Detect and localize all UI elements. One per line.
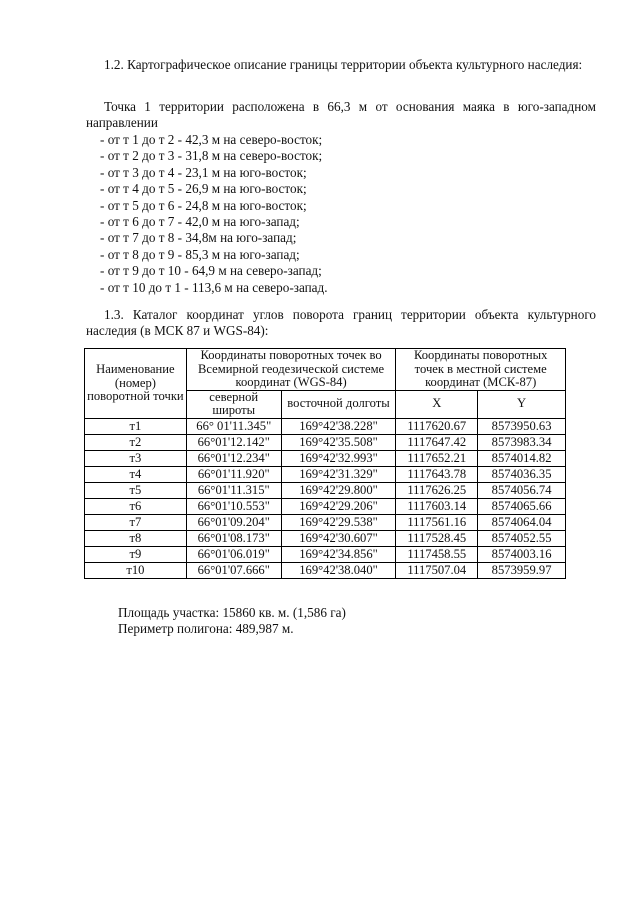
coord-y: 8574052.55 (478, 530, 566, 546)
latitude: 66°01'09.204" (186, 514, 281, 530)
coord-y: 8574014.82 (478, 450, 566, 466)
header-y: Y (478, 390, 566, 418)
segment-item: - от т 5 до т 6 - 24,8 м на юго-восток; (100, 197, 307, 213)
table-row (85, 450, 566, 466)
coord-y: 8574036.35 (478, 466, 566, 482)
segment-item: - от т 4 до т 5 - 26,9 м на юго-восток; (100, 181, 307, 197)
header-longitude: восточной долготы (281, 390, 396, 418)
point-name: т7 (85, 514, 187, 530)
latitude: 66°01'08.173" (186, 530, 281, 546)
coord-y: 8573950.63 (478, 418, 566, 434)
longitude: 169°42'31.329" (281, 466, 396, 482)
coord-y: 8574065.66 (478, 498, 566, 514)
segment-item: - от т 10 до т 1 - 113,6 м на северо-запад. (100, 279, 328, 295)
latitude: 66°01'11.920" (186, 466, 281, 482)
table-row (85, 434, 566, 450)
point-name: т9 (85, 546, 187, 562)
latitude: 66°01'10.553" (186, 498, 281, 514)
longitude: 169°42'29.206" (281, 498, 396, 514)
table-row (85, 482, 566, 498)
area-text: Площадь участка: 15860 кв. м. (1,586 га) (118, 605, 346, 620)
table-row (85, 562, 566, 578)
coord-x: 1117458.55 (396, 546, 478, 562)
boundary-segments-list (100, 132, 328, 296)
table-row (85, 514, 566, 530)
latitude: 66°01'12.142" (186, 434, 281, 450)
longitude: 169°42'35.508" (281, 434, 396, 450)
coord-x: 1117643.78 (396, 466, 478, 482)
perimeter-text: Периметр полигона: 489,987 м. (118, 621, 294, 636)
point-name: т10 (85, 562, 187, 578)
table-row (85, 546, 566, 562)
segment-item: - от т 9 до т 10 - 64,9 м на северо-запад; (100, 263, 322, 279)
coord-y: 8574056.74 (478, 482, 566, 498)
coord-x: 1117626.25 (396, 482, 478, 498)
segment-item: - от т 3 до т 4 - 23,1 м на юго-восток; (100, 164, 307, 180)
latitude: 66°01'11.315" (186, 482, 281, 498)
coord-x: 1117620.67 (396, 418, 478, 434)
latitude: 66°01'12.234" (186, 450, 281, 466)
section-1-2-heading: 1.2. Картографическое описание границы территории объекта культурного наследия: (104, 57, 583, 72)
coord-x: 1117561.16 (396, 514, 478, 530)
coordinates-table (84, 348, 566, 579)
table-row (85, 530, 566, 546)
longitude: 169°42'29.538" (281, 514, 396, 530)
coord-x: 1117507.04 (396, 562, 478, 578)
longitude: 169°42'38.228" (281, 418, 396, 434)
coord-y: 8574064.04 (478, 514, 566, 530)
header-point-name: Наименование (номер) поворотной точки (85, 349, 187, 419)
table-row (85, 418, 566, 434)
point-name: т2 (85, 434, 187, 450)
header-latitude: северной широты (186, 390, 281, 418)
point-name: т4 (85, 466, 187, 482)
section-1-3-heading: 1.3. Каталог координат углов поворота границ территории объекта культурного наследия (в МСК 87 и WGS-84): (86, 307, 596, 338)
longitude: 169°42'34.856" (281, 546, 396, 562)
coord-y: 8573959.97 (478, 562, 566, 578)
point-1-description: Точка 1 территории расположена в 66,3 м от основания маяка в юго-западном направлении (86, 99, 596, 130)
header-wgs84: Координаты поворотных точек во Всемирной геодезической системе координат (WGS-84) (186, 349, 396, 391)
point-name: т5 (85, 482, 187, 498)
coord-y: 8574003.16 (478, 546, 566, 562)
latitude: 66°01'06.019" (186, 546, 281, 562)
segment-item: - от т 8 до т 9 - 85,3 м на юго-запад; (100, 246, 300, 262)
segment-item: - от т 2 до т 3 - 31,8 м на северо-восток; (100, 148, 323, 164)
longitude: 169°42'38.040" (281, 562, 396, 578)
coord-x: 1117528.45 (396, 530, 478, 546)
coord-y: 8573983.34 (478, 434, 566, 450)
table-row (85, 466, 566, 482)
latitude: 66° 01'11.345" (186, 418, 281, 434)
header-msk87: Координаты поворотных точек в местной системе координат (МСК-87) (396, 349, 566, 391)
longitude: 169°42'29.800" (281, 482, 396, 498)
table-row (85, 498, 566, 514)
summary-block (118, 605, 346, 637)
coord-x: 1117603.14 (396, 498, 478, 514)
point-name: т1 (85, 418, 187, 434)
coord-x: 1117647.42 (396, 434, 478, 450)
point-name: т6 (85, 498, 187, 514)
longitude: 169°42'30.607" (281, 530, 396, 546)
latitude: 66°01'07.666" (186, 562, 281, 578)
point-name: т8 (85, 530, 187, 546)
coord-x: 1117652.21 (396, 450, 478, 466)
segment-item: - от т 6 до т 7 - 42,0 м на юго-запад; (100, 214, 300, 230)
longitude: 169°42'32.993" (281, 450, 396, 466)
point-name: т3 (85, 450, 187, 466)
header-x: X (396, 390, 478, 418)
segment-item: - от т 7 до т 8 - 34,8м на юго-запад; (100, 230, 297, 246)
segment-item: - от т 1 до т 2 - 42,3 м на северо-восток; (100, 132, 323, 147)
